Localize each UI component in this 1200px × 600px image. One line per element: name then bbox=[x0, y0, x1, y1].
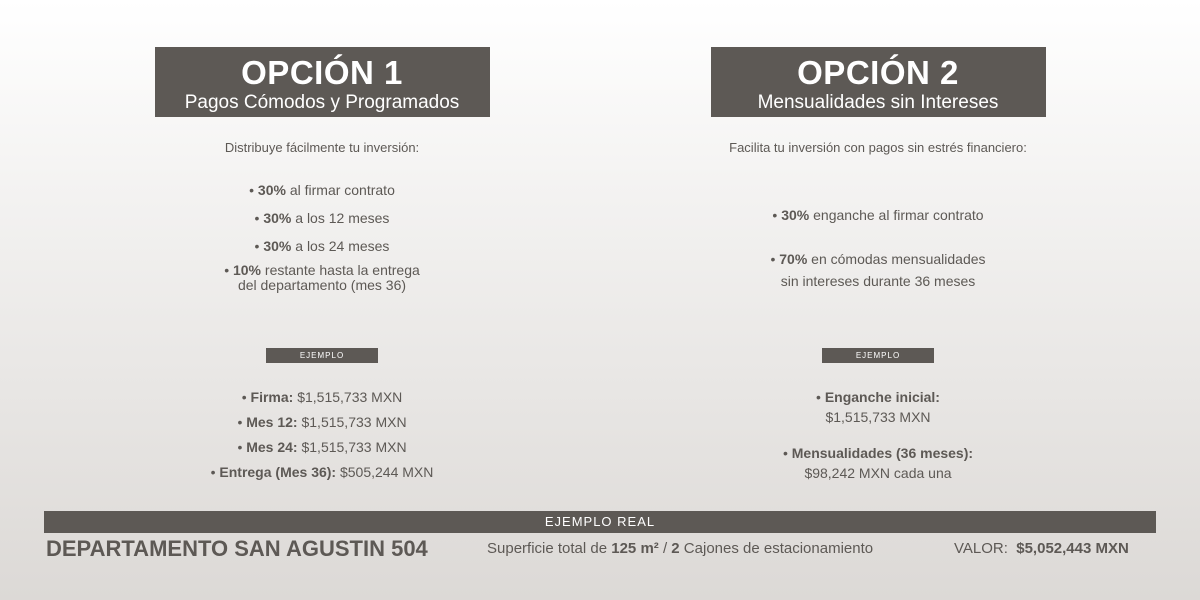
example-value: $1,515,733 MXN bbox=[297, 439, 407, 455]
bullet-text: al firmar contrato bbox=[285, 182, 395, 198]
bullet-item bbox=[72, 263, 572, 293]
bullet-text-line2: del departamento (mes 36) bbox=[237, 277, 407, 293]
bullet-marker: • bbox=[241, 389, 247, 405]
parking-count: 2 bbox=[671, 540, 680, 557]
surface-info bbox=[487, 540, 873, 557]
option-1-subtitle: Pagos Cómodos y Programados bbox=[184, 92, 460, 113]
example-item bbox=[72, 410, 572, 435]
bullet-item bbox=[72, 235, 572, 257]
option-2-example-tag: EJEMPLO bbox=[822, 348, 934, 363]
example-value: $1,515,733 MXN bbox=[293, 389, 403, 405]
bullet-percent: 30% bbox=[781, 207, 810, 223]
surface-value: 125 m² bbox=[611, 540, 659, 557]
bullet-marker: • bbox=[237, 414, 243, 430]
bullet-text: enganche al firmar contrato bbox=[809, 207, 984, 223]
option-2-example-list bbox=[628, 387, 1128, 483]
surface-prefix: Superficie total de bbox=[487, 540, 612, 557]
parking-text: Cajones de estacionamiento bbox=[679, 540, 874, 557]
option-1-intro: Distribuye fácilmente tu inversión: bbox=[224, 140, 420, 155]
example-label: Firma: bbox=[250, 389, 294, 405]
bullet-text: en cómodas mensualidades bbox=[807, 251, 986, 267]
option-1-title: OPCIÓN 1 bbox=[241, 54, 403, 91]
example-label: Enganche inicial: bbox=[824, 389, 940, 405]
real-example-bar: EJEMPLO REAL bbox=[44, 511, 1156, 533]
example-item bbox=[72, 435, 572, 460]
option-1-column bbox=[72, 0, 572, 480]
example-label: Mes 12: bbox=[246, 414, 298, 430]
bullet-marker: • bbox=[210, 464, 216, 480]
example-value: $1,515,733 MXN bbox=[825, 409, 931, 425]
bullet-marker: • bbox=[772, 207, 778, 223]
option-2-intro: Facilita tu inversión con pagos sin estrés financiero: bbox=[729, 140, 1027, 155]
bullet-text: a los 24 meses bbox=[291, 238, 390, 254]
bullet-marker: • bbox=[254, 238, 260, 254]
option-2-column bbox=[628, 0, 1128, 481]
separator: / bbox=[658, 540, 672, 557]
example-item bbox=[72, 460, 572, 485]
bullet-marker: • bbox=[816, 389, 821, 405]
price-amount: $5,052,443 MXN bbox=[1016, 540, 1129, 557]
bullet-marker: • bbox=[782, 445, 788, 461]
bullet-item bbox=[72, 207, 572, 229]
example-value: $1,515,733 MXN bbox=[297, 414, 407, 430]
price-info bbox=[954, 540, 1129, 557]
example-item bbox=[628, 387, 1128, 427]
example-label: Mes 24: bbox=[246, 439, 298, 455]
option-1-example-list bbox=[72, 385, 572, 485]
bullet-percent: 30% bbox=[263, 210, 292, 226]
option-2-bullet-list bbox=[628, 204, 1128, 292]
bullet-marker: • bbox=[254, 210, 260, 226]
bullet-text: restante hasta la entrega bbox=[261, 262, 420, 278]
example-label: Mensualidades (36 meses): bbox=[791, 445, 974, 461]
option-2-header bbox=[711, 47, 1046, 117]
bullet-text: a los 12 meses bbox=[291, 210, 390, 226]
bullet-text-line2: sin intereses durante 36 meses bbox=[780, 273, 976, 289]
option-2-title: OPCIÓN 2 bbox=[797, 54, 959, 91]
example-label: Entrega (Mes 36): bbox=[219, 464, 337, 480]
bullet-item bbox=[628, 248, 1128, 292]
department-name: DEPARTAMENTO SAN AGUSTIN 504 bbox=[46, 536, 428, 561]
bullet-marker: • bbox=[249, 182, 255, 198]
example-item bbox=[628, 443, 1128, 483]
bullet-percent: 30% bbox=[257, 182, 286, 198]
option-2-subtitle: Mensualidades sin Intereses bbox=[757, 92, 999, 113]
bullet-percent: 30% bbox=[263, 238, 292, 254]
bullet-item bbox=[72, 179, 572, 201]
price-label: VALOR: bbox=[954, 540, 1008, 557]
bullet-marker: • bbox=[237, 439, 243, 455]
example-value: $98,242 MXN cada una bbox=[804, 465, 952, 481]
bullet-marker: • bbox=[224, 262, 230, 278]
bullet-percent: 10% bbox=[232, 262, 262, 278]
bullet-percent: 70% bbox=[779, 251, 808, 267]
bullet-marker: • bbox=[770, 251, 776, 267]
option-1-header bbox=[155, 47, 490, 117]
option-1-example-tag: EJEMPLO bbox=[266, 348, 378, 363]
example-item bbox=[72, 385, 572, 410]
option-1-bullet-list bbox=[72, 179, 572, 293]
bullet-item bbox=[628, 204, 1128, 226]
example-value: $505,244 MXN bbox=[336, 464, 434, 480]
